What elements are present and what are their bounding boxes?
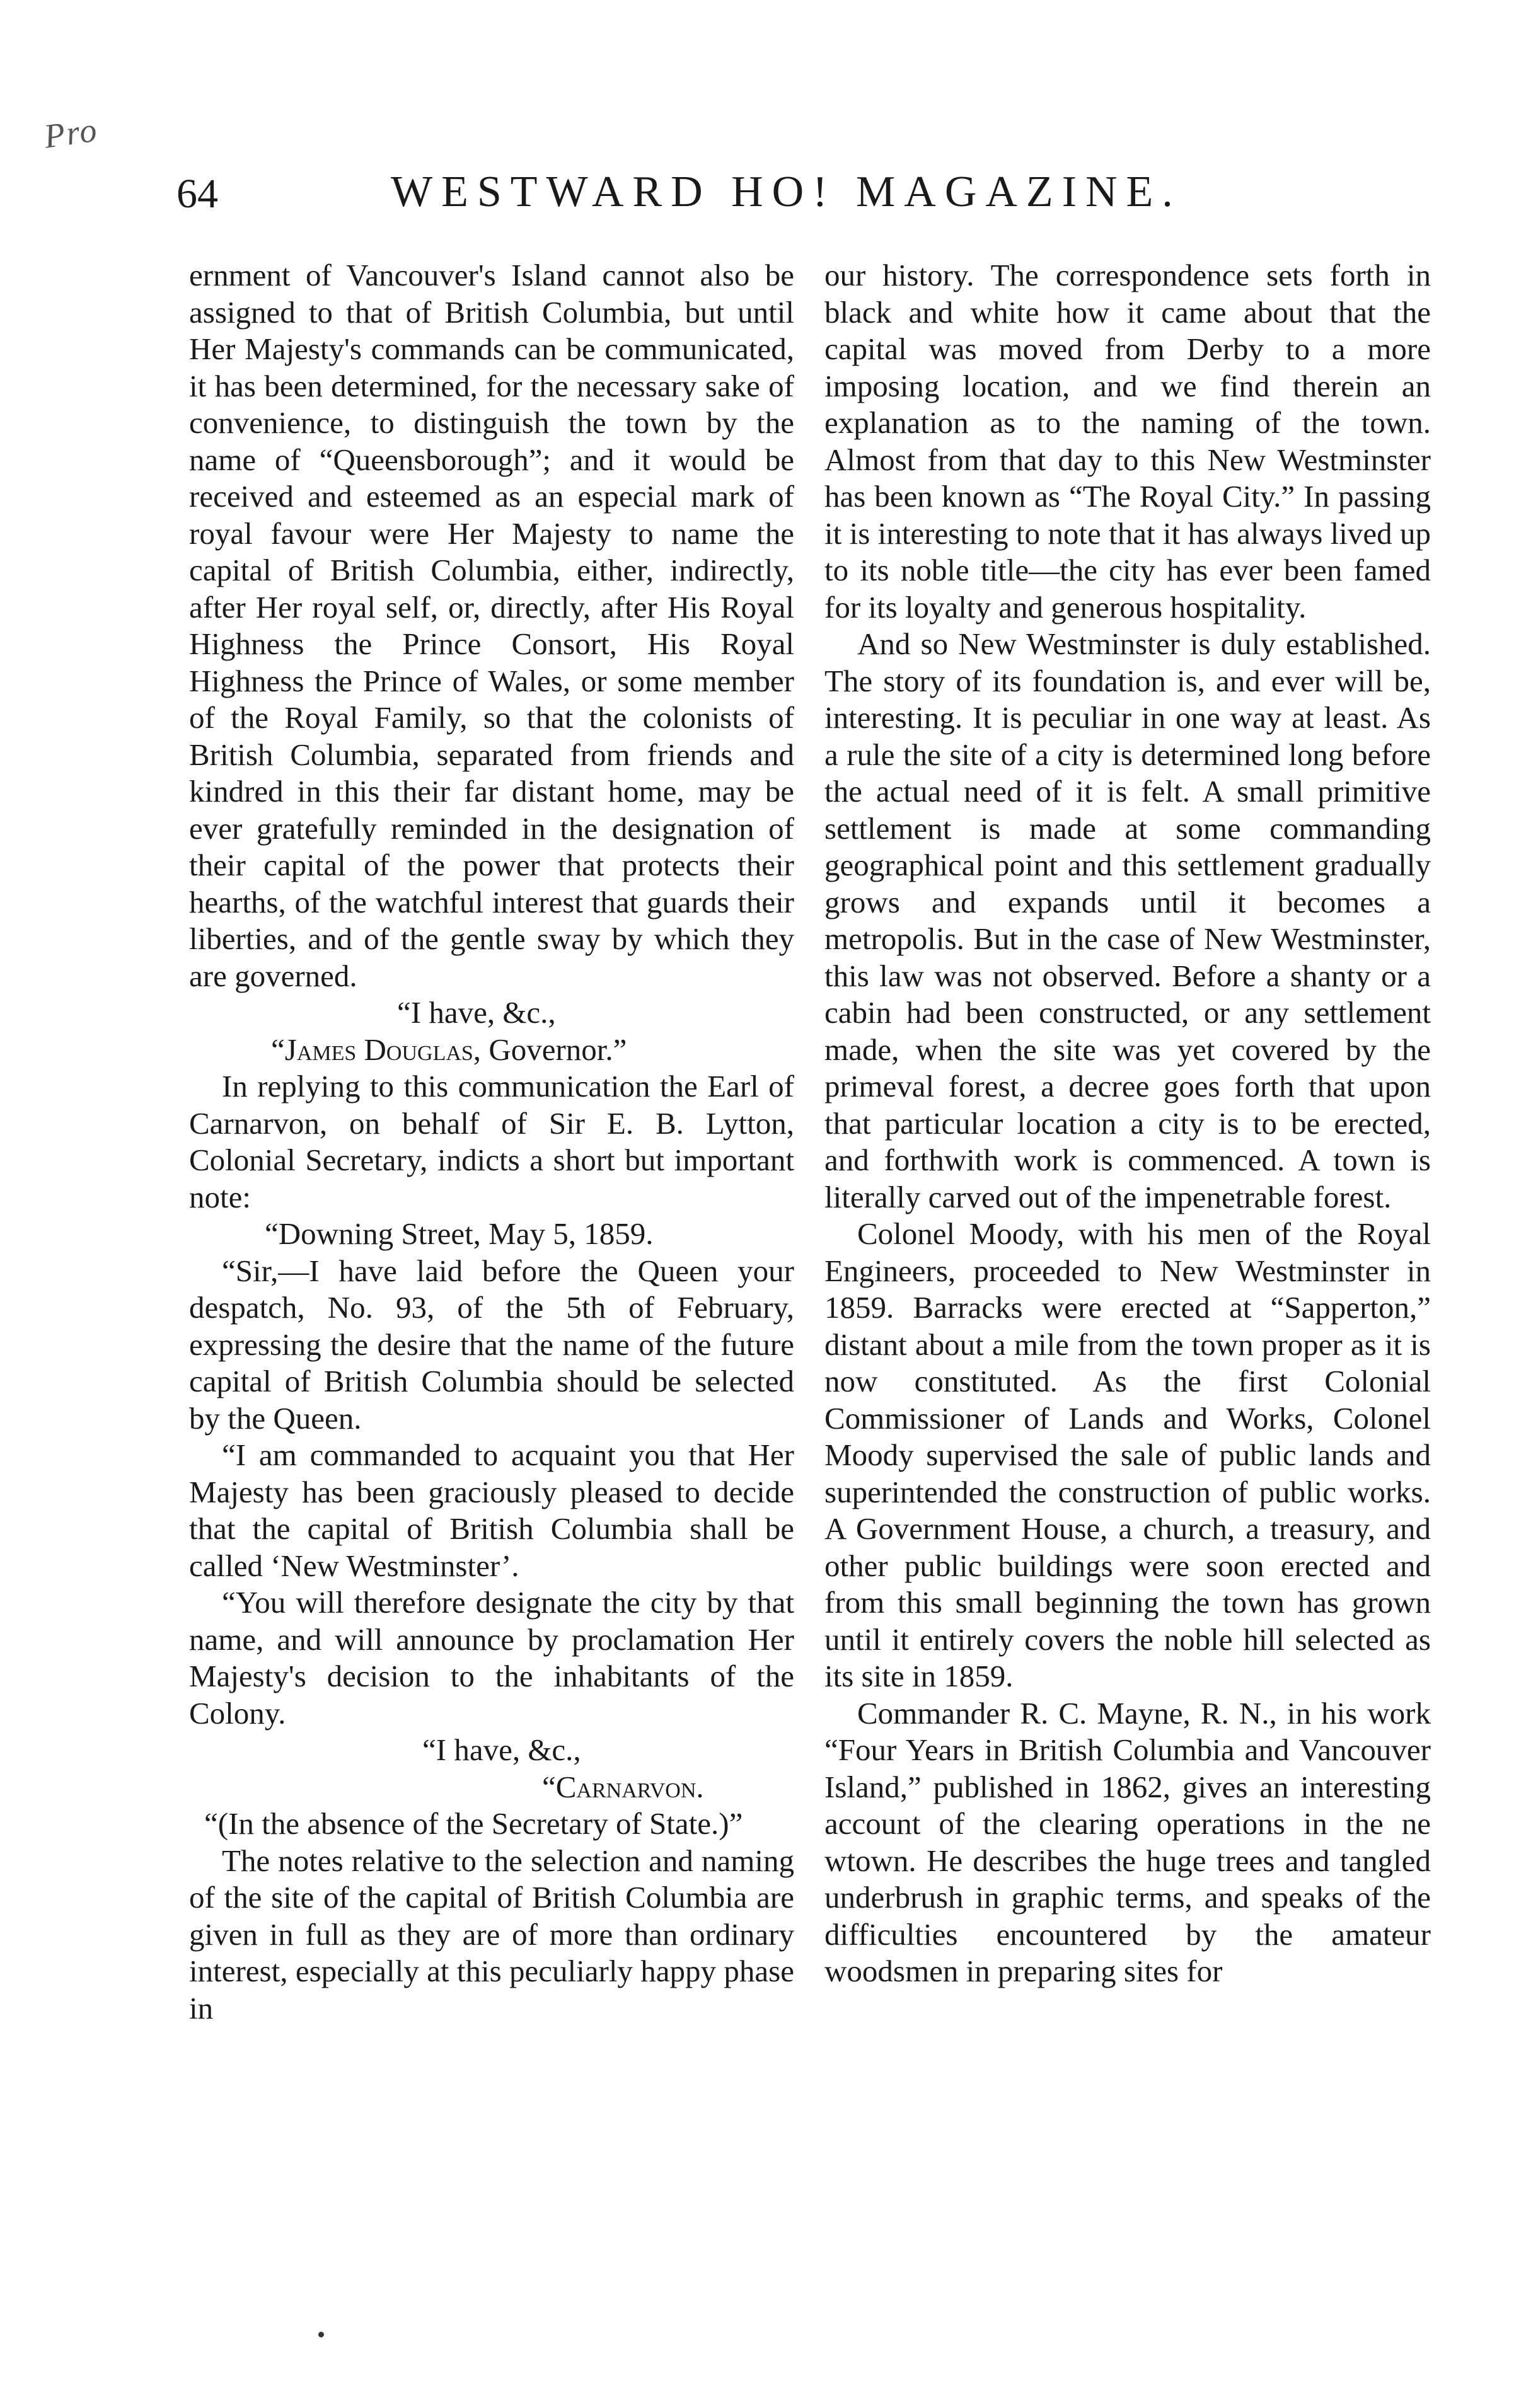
running-head: WESTWARD HO! MAGAZINE. <box>391 168 1182 216</box>
paragraph: ernment of Vancouver's Island cannot also be assigned to that of British Columbia, but until Her Majesty's commands can be communicated, it has been determined, for the necessary sake of convenience, to distinguish the town by the name of “Queensborough”; and it would be received and esteemed as an especial mark of royal favour were Her Majesty to name the capital of British Columbia, either, indirectly, after Her royal self, or, directly, after His Royal Highness the Prince Consort, His Royal Highness the Prince of Wales, or some member of the Royal Family, so that the colonists of British Columbia, separated from friends and kindred in this their far distant home, may be ever gratefully reminded in the designation of their capital of the power that protects their hearths, of the watchful interest that guards their liberties, and of the gentle sway by which they are governed. <box>189 258 794 993</box>
paragraph: Commander R. C. Mayne, R. N., in his work “Four Years in British Columbia and Vancouver Island,” published in 1862, gives an interesting account of the clearing operations in the ne wtown. He describes the huge trees and tangled underbrush in graphic terms, and speaks of the difficulties encountered by the amateur woodsmen in preparing sites for <box>824 1695 1431 1988</box>
signatory-name: “James Douglas, <box>271 1032 482 1067</box>
left-column <box>189 257 794 2027</box>
paragraph: our history. The correspondence sets forth in black and white how it came about that the capital was moved from Derby to a more imposing location, and we find therein an explanation as to the naming of the town. Almost from that day to this New Westminster has been known as “The Royal City.” In passing it is interesting to note that it has always lived up to its noble title—the city has ever been famed for its loyalty and generous hospitality. <box>824 258 1431 625</box>
paragraph: “(In the absence of the Secretary of State.)” <box>204 1806 743 1841</box>
paragraph: And so New Westminster is duly established. The story of its foundation is, and ever will be, interesting. It is peculiar in one way at least. As a rule the site of a city is determined long before the actual need of it is felt. A small primitive settlement is made at some commanding geographical point and this settlement gradually grows and expands until it becomes a metropolis. But in the case of New Westminster, this law was not observed. Before a shanty or a cabin had been constructed, or any settlement made, when the site was yet covered by the primeval forest, a decree goes forth that upon that particular location a city is to be erected, and forthwith work is commenced. A town is literally carved out of the impenetrable forest. <box>824 626 1431 1214</box>
paragraph: In replying to this communication the Earl of Carnarvon, on behalf of Sir E. B. Lytton, Colonial Secretary, indicts a short but important note: <box>189 1069 794 1214</box>
paragraph: “Sir,—I have laid before the Queen your despatch, No. 93, of the 5th of February, expressing the desire that the name of the future capital of British Columbia should be selected by the Queen. <box>189 1253 794 1436</box>
signatory-name: “Carnarvon. <box>542 1769 704 1804</box>
print-speck <box>318 2332 324 2337</box>
paragraph: “You will therefore designate the city by that name, and will announce by proclamation Her Majesty's decision to the inhabitants of the Colony. <box>189 1585 794 1731</box>
right-column <box>824 257 1431 1990</box>
paragraph: Colonel Moody, with his men of the Royal Engineers, proceeded to New Westminster in 1859. Barracks were erected at “Sapperton,” distant about a mile from the town proper as it is now constituted. As the first Colonial Commissioner of Lands and Works, Colonel Moody supervised the sale of public lands and superintended the construction of public works. A Government House, a church, a treasury, and other public buildings were soon erected and from this small beginning the town has grown until it entirely covers the noble hill selected as its site in 1859. <box>824 1216 1431 1693</box>
signature-line: “I have, &c., <box>422 1732 581 1767</box>
paragraph: “I am commanded to acquaint you that Her Majesty has been graciously pleased to decide that the capital of British Columbia shall be called ‘New Westminster’. <box>189 1437 794 1583</box>
dateline: “Downing Street, May 5, 1859. <box>265 1216 654 1251</box>
paragraph: The notes relative to the selection and naming of the site of the capital of British Columbia are given in full as they are of more than ordinary interest, especially at this peculiarly happy phase in <box>189 1843 794 2025</box>
signature-name <box>189 1769 794 1806</box>
page-number: 64 <box>176 171 218 217</box>
handwritten-marginalia: Pro <box>42 110 100 156</box>
signature-line: “I have, &c., <box>397 995 556 1030</box>
signature-name <box>189 1032 794 1069</box>
signatory-title: Governor.” <box>488 1032 627 1067</box>
